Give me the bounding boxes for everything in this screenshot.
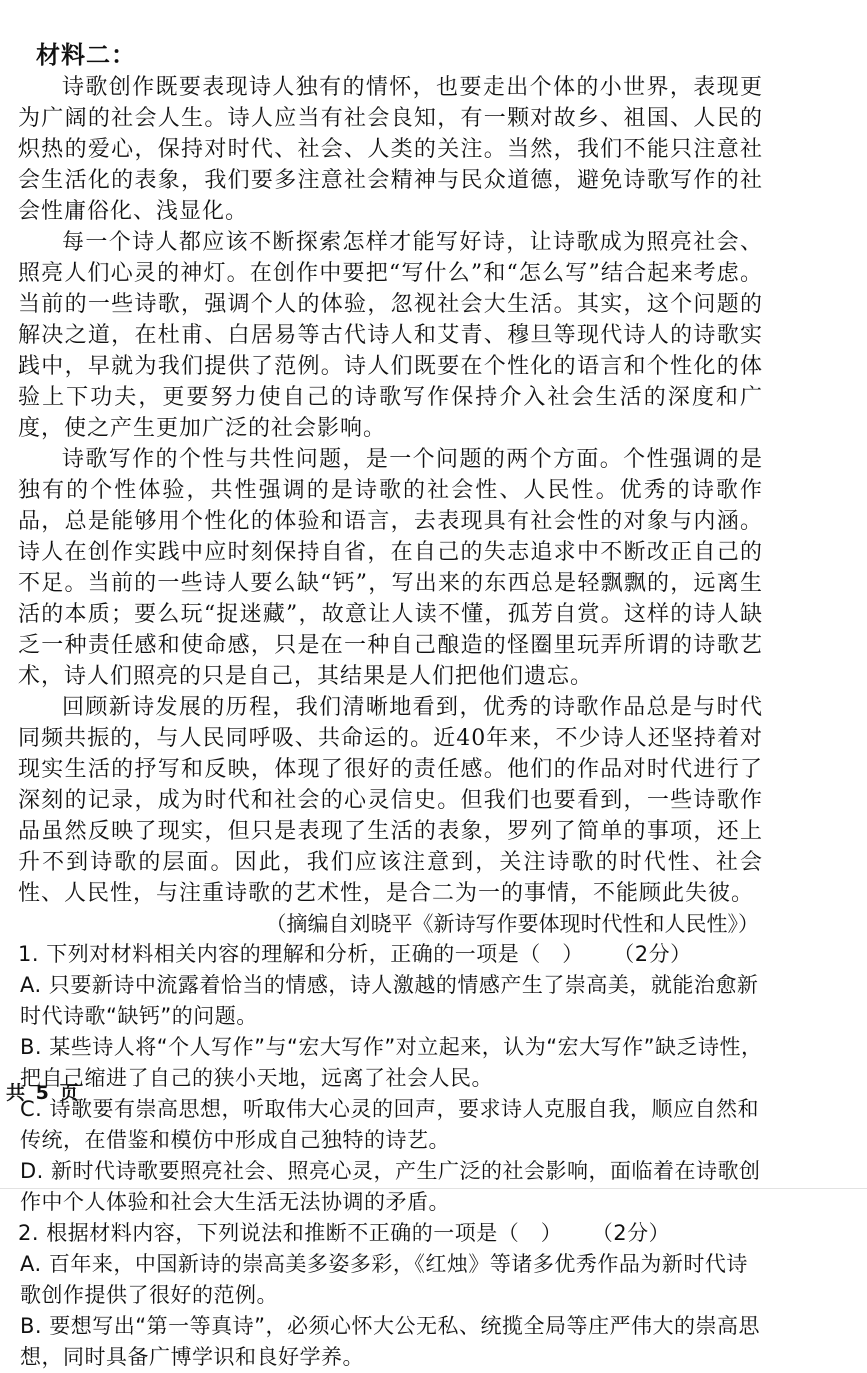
option-b: B. 某些诗人将“个人写作”与“宏大写作”对立起来，认为“宏大写作”缺乏诗性，把自己缩进了自己的狭小天地，远离了社会人民。 bbox=[20, 1035, 763, 1090]
page-content bbox=[18, 40, 763, 1373]
option-a: A. 只要新诗中流露着恰当的情感，诗人激越的情感产生了崇高美，就能治愈新时代诗歌“缺钙”的问题。 bbox=[20, 973, 759, 1028]
option-c: C. 诗歌要有崇高思想，听取伟大心灵的回声，要求诗人克服自我，顺应自然和传统，在借鉴和模仿中形成自己独特的诗艺。 bbox=[20, 1097, 760, 1152]
material-source: （摘编自刘晓平《新诗写作要体现时代性和人民性》） bbox=[265, 912, 759, 936]
question-score: （2分） bbox=[602, 1221, 671, 1245]
page-footer: 共 5 页 bbox=[6, 1082, 81, 1104]
material-paragraph-3: 诗歌写作的个性与共性问题，是一个问题的两个方面。个性强调的是独有的个性体验，共性强调的是诗歌的社会性、人民性。优秀的诗歌作品，总是能够用个性化的体验和语言，去表现具有社会性的对象与内涵。诗人在创作实践中应时刻保持自省，在自己的失志追求中不断改正自己的不足。当前的一些诗人要么缺“钙”，写出来的东西总是轻飘飘的，远离生活的本质；要么玩“捉迷藏”，故意让人读不懂，孤芳自赏。这样的诗人缺乏一种责任感和使命感，只是在一种自己酿造的怪圈里玩弄所谓的诗歌艺术，诗人们照亮的只是自己，其结果是人们把他们遗忘。 bbox=[18, 447, 763, 689]
material-paragraph-4: 回顾新诗发展的历程，我们清晰地看到，优秀的诗歌作品总是与时代同频共振的，与人民同呼吸、共命运的。近40年来，不少诗人还坚持着对现实生活的抒写和反映，体现了很好的责任感。他们的作品对时代进行了深刻的记录，成为时代和社会的心灵信史。但我们也要看到，一些诗歌作品虽然反映了现实，但只是表现了生活的表象，罗列了简单的事项，还上升不到诗歌的层面。因此，我们应该注意到，关注诗歌的时代性、社会性、人民性，与注重诗歌的艺术性，是合二为一的事情，不能顾此失彼。 bbox=[18, 695, 763, 906]
material-paragraph-2: 每一个诗人都应该不断探索怎样才能写好诗，让诗歌成为照亮社会、照亮人们心灵的神灯。在创作中要把“写什么”和“怎么写”结合起来考虑。当前的一些诗歌，强调个人的体验，忽视社会大生活。其实，这个问题的解决之道，在杜甫、白居易等古代诗人和艾青、穆旦等现代诗人的诗歌实践中，早就为我们提供了范例。诗人们既要在个性化的语言和个性化的体验上下功夫，更要努力使自己的诗歌写作保持介入社会生活的深度和广度，使之产生更加广泛的社会影响。 bbox=[18, 230, 763, 441]
material-heading: 材料二： bbox=[36, 40, 136, 69]
question-stem bbox=[18, 939, 763, 970]
question-2 bbox=[18, 1218, 763, 1373]
question-stem bbox=[18, 1218, 763, 1249]
bottom-divider bbox=[0, 1188, 867, 1189]
option-a: A. 百年来，中国新诗的崇高美多姿多彩，《红烛》等诸多优秀作品为新时代诗歌创作提供了很好的范例。 bbox=[20, 1252, 748, 1307]
material-paragraph-1: 诗歌创作既要表现诗人独有的情怀，也要走出个体的小世界，表现更为广阔的社会人生。诗人应当有社会良知，有一颗对故乡、祖国、人民的炽热的爱心，保持对时代、社会、人类的关注。当然，我们不能只注意社会生活化的表象，我们要多注意社会精神与民众道德，避免诗歌写作的社会性庸俗化、浅显化。 bbox=[18, 75, 763, 224]
option-b: B. 要想写出“第一等真诗”，必须心怀大公无私、统揽全局等庄严伟大的崇高思想，同时具备广博学识和良好学养。 bbox=[20, 1314, 761, 1369]
question-score: （2分） bbox=[623, 942, 692, 966]
option-d: D. 新时代诗歌要照亮社会、照亮心灵，产生广泛的社会影响，面临着在诗歌创作中个人体验和社会大生活无法协调的矛盾。 bbox=[20, 1159, 761, 1214]
question-stem-text: 1. 下列对材料相关内容的理解和分析，正确的一项是（ ） bbox=[18, 942, 584, 966]
question-stem-text: 2. 根据材料内容，下列说法和推断不正确的一项是（ ） bbox=[18, 1221, 563, 1245]
question-1 bbox=[18, 939, 763, 1218]
